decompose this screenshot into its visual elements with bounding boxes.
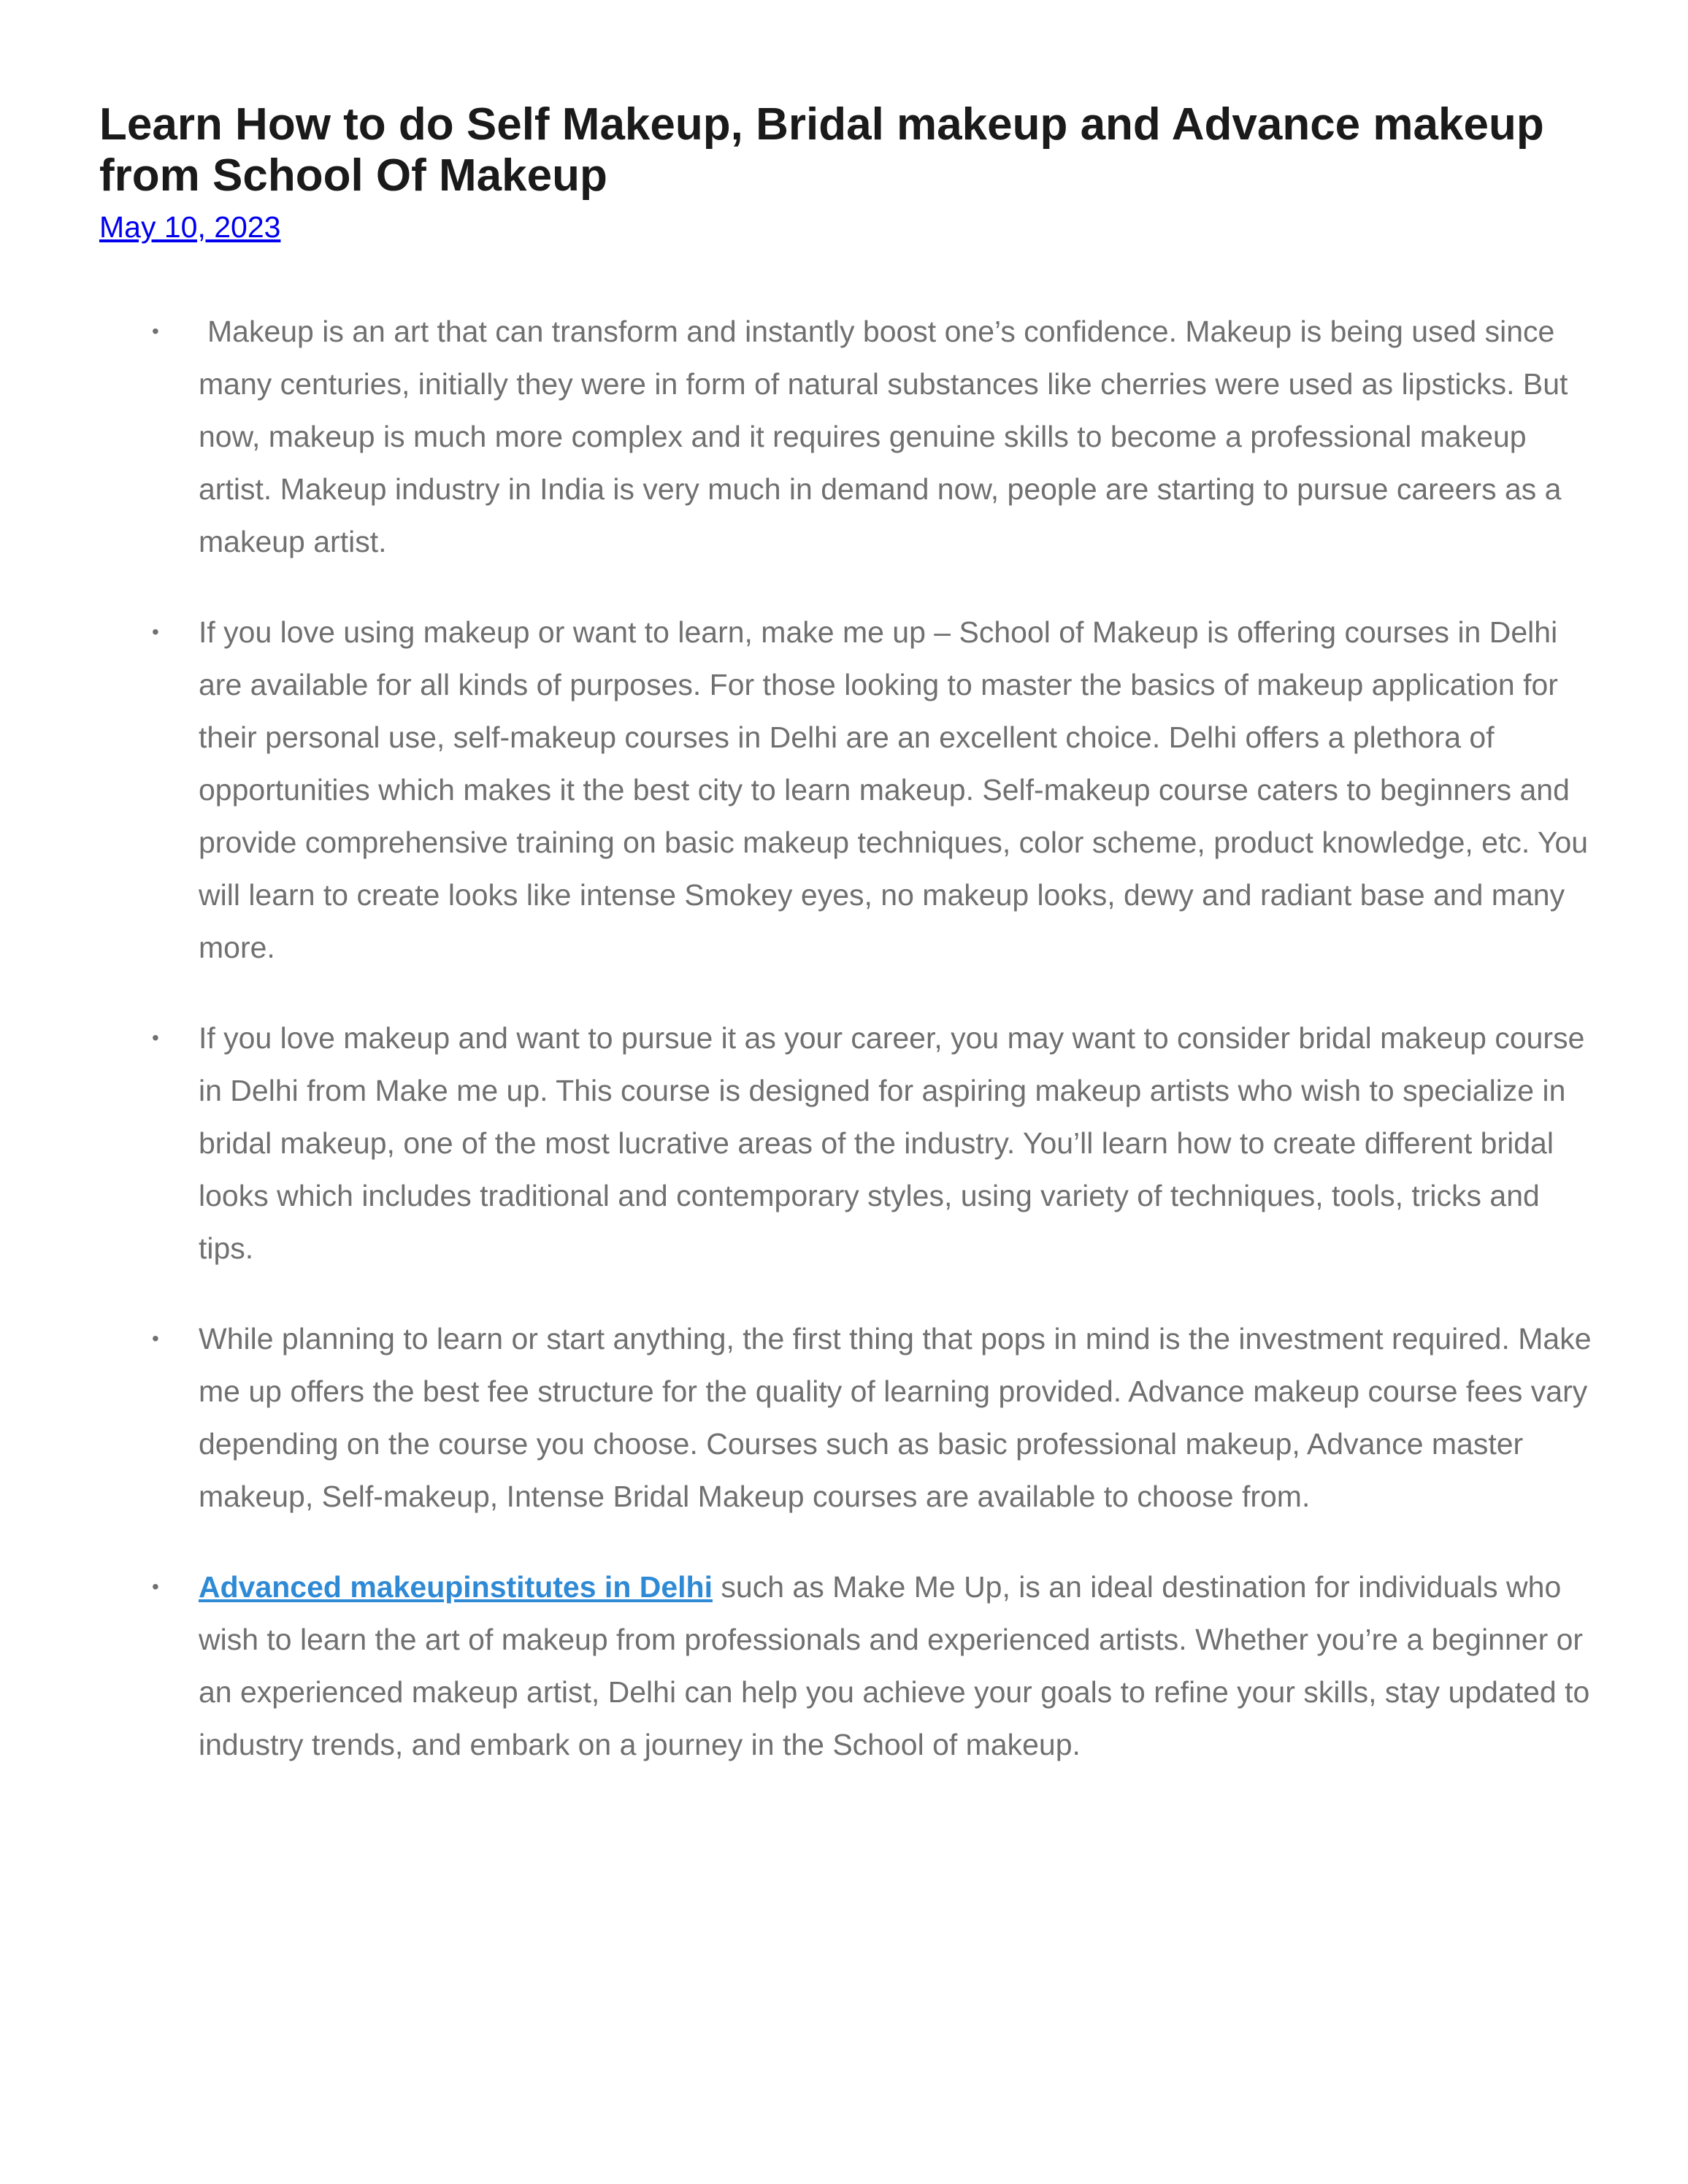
article: [99, 99, 1592, 1809]
bullet-icon: •: [152, 1026, 159, 1049]
paragraph-text: If you love using makeup or want to learn, make me up – School of Makeup is offering courses in Delhi are available for all kinds of purposes. For those looking to master the basics of makeup application for their personal use, self-makeup courses in Delhi are an excellent choice. Delhi offers a plethora of opportunities which makes it the best city to learn makeup. Self-makeup course caters to beginners and provide comprehensive training on basic makeup techniques, color scheme, product knowledge, etc. You will learn to create looks like intense Smokey eyes, no makeup looks, dewy and radiant base and many more.: [199, 615, 1589, 964]
list-item: [99, 1561, 1592, 1771]
list-item: [99, 606, 1592, 974]
page-title: Learn How to do Self Makeup, Bridal makeup and Advance makeup from School Of Makeup: [99, 99, 1544, 201]
bullet-icon: •: [152, 1327, 159, 1350]
bullet-list: [99, 305, 1592, 1771]
paragraph-text: If you love makeup and want to pursue it as your career, you may want to consider bridal makeup course in Delhi from Make me up. This course is designed for aspiring makeup artists who wish to specialize in bridal makeup, one of the most lucrative areas of the industry. You’ll learn how to create different bridal looks which includes traditional and contemporary styles, using variety of techniques, tools, tricks and tips.: [199, 1021, 1585, 1265]
list-item: [99, 305, 1592, 568]
bullet-icon: •: [152, 620, 159, 643]
bullet-icon: •: [152, 1575, 159, 1598]
list-item: [99, 1012, 1592, 1274]
bullet-icon: •: [152, 320, 159, 342]
paragraph-text: While planning to learn or start anything, the first thing that pops in mind is the investment required. Make me up offers the best fee structure for the quality of learning provided. Advance makeup course fees vary depending on the course you choose. Courses such as basic professional makeup, Advance master makeup, Self-makeup, Intense Bridal Makeup courses are available to choose from.: [199, 1322, 1592, 1513]
paragraph-text: Makeup is an art that can transform and instantly boost one’s confidence. Makeup is being used since many centuries, initially they were in form of natural substances like cherries were used as lipsticks. But now, makeup is much more complex and it requires genuine skills to become a professional makeup artist. Makeup industry in India is very much in demand now, people are starting to pursue careers as a makeup artist.: [199, 315, 1568, 558]
date-link[interactable]: May 10, 2023: [99, 210, 281, 244]
paragraph-text: such as Make Me Up, is an ideal destination for individuals who wish to learn the art of makeup from professionals and experienced artists. Whether you’re a beginner or an experienced makeup artist, Delhi can help you achieve your goals to refine your skills, stay updated to industry trends, and embark on a journey in the School of makeup.: [199, 1570, 1590, 1761]
list-item: [99, 1312, 1592, 1523]
institutes-link[interactable]: Advanced makeupinstitutes in Delhi: [199, 1570, 713, 1604]
